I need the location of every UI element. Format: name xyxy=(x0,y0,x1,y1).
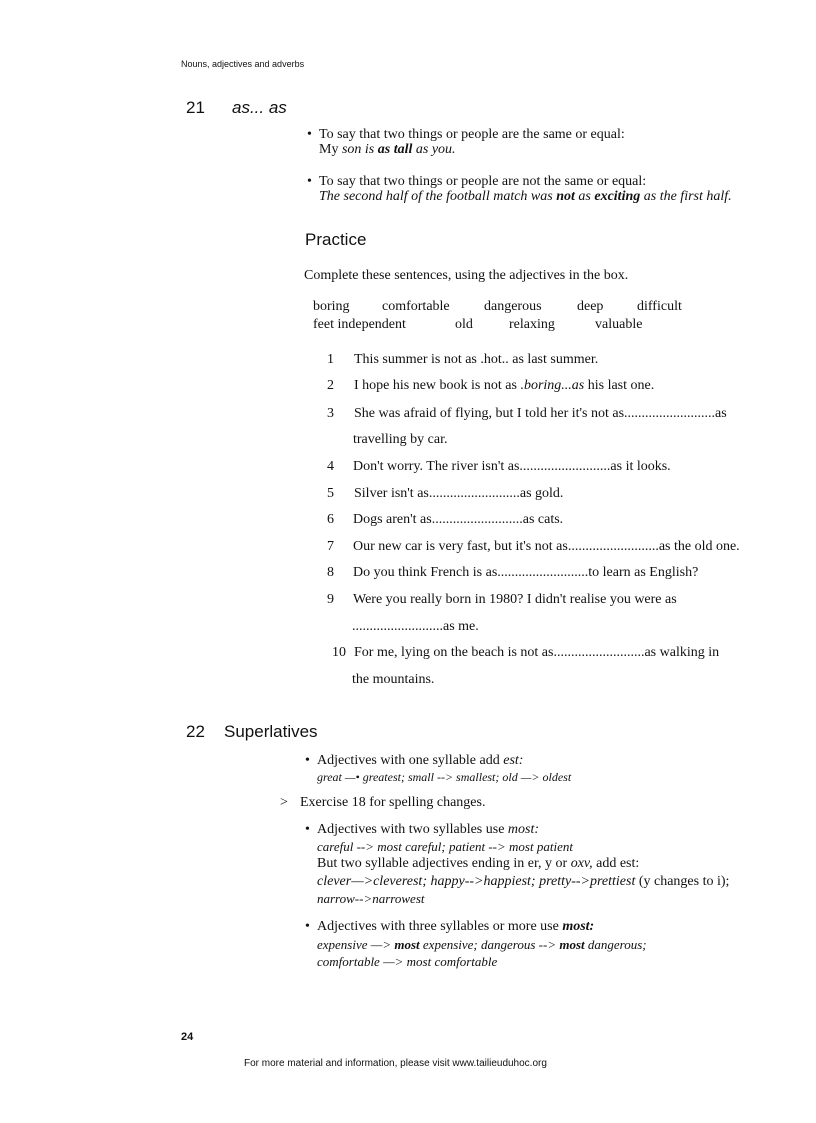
section-22-number: 22 xyxy=(186,722,205,741)
answer-blank[interactable]: .......................... xyxy=(519,459,611,474)
box-word: boring xyxy=(313,299,350,314)
practice-instructions: Complete these sentences, using the adjectives in the box. xyxy=(304,268,629,283)
one-syllable-examples: great —• greatest; small --> smallest; old —> oldest xyxy=(317,770,572,784)
bullet-dot: • xyxy=(307,174,312,189)
box-word: deep xyxy=(577,299,604,314)
bullet-example: My son is as tall as you. xyxy=(319,142,456,157)
box-word: old xyxy=(455,317,473,332)
bullet-text: To say that two things or people are not the same or equal: xyxy=(319,174,647,189)
answer-blank[interactable]: .......................... xyxy=(431,512,523,527)
answer-blank[interactable]: .......................... xyxy=(567,539,659,554)
er-y-examples: clever—>cleverest; happy-->happiest; pretty-->prettiest (y changes to i); xyxy=(317,874,730,889)
box-word: feet independent xyxy=(313,317,406,332)
section-22-title: Superlatives xyxy=(224,722,318,741)
box-word: valuable xyxy=(595,317,643,332)
page-number: 24 xyxy=(181,1031,194,1043)
arrow-icon: > xyxy=(280,795,288,810)
three-syllable-examples-1: expensive —> most expensive; dangerous --> most dangerous; xyxy=(317,937,647,952)
bullet-dot: • xyxy=(305,919,310,934)
answer-blank[interactable]: .......................... xyxy=(624,406,716,421)
bullet-text: To say that two things or people are the same or equal: xyxy=(319,127,625,142)
narrow-example: narrow-->narrowest xyxy=(317,891,425,906)
bullet-three-syllables: • Adjectives with three syllables or more use most: xyxy=(305,919,595,934)
bullet-example: The second half of the football match was not as exciting as the first half. xyxy=(319,189,732,204)
practice-heading: Practice xyxy=(305,230,367,249)
two-syllable-er-y-rule: But two syllable adjectives ending in er, y or oxv, add est: xyxy=(317,856,640,871)
three-syllable-examples-2: comfortable —> most comfortable xyxy=(317,954,498,969)
bullet-same-equal xyxy=(307,127,625,157)
bullet-dot: • xyxy=(305,822,310,837)
bullet-two-syllables: • Adjectives with two syllables use most: xyxy=(305,822,540,837)
answer-blank[interactable]: .......................... xyxy=(497,565,589,580)
footer-note: For more material and information, please visit www.tailieuduhoc.org xyxy=(244,1058,547,1069)
box-word: relaxing xyxy=(509,317,555,332)
box-word: dangerous xyxy=(484,299,542,314)
box-word: comfortable xyxy=(382,299,450,314)
bullet-dot: • xyxy=(305,753,310,768)
answer-blank[interactable]: .......................... xyxy=(352,619,443,634)
two-syllable-examples: careful --> most careful; patient --> most patient xyxy=(317,839,573,854)
box-word: difficult xyxy=(637,299,682,314)
exercise-reference[interactable]: Exercise 18 for spelling changes. xyxy=(300,795,486,810)
bullet-one-syllable: • Adjectives with one syllable add est: xyxy=(305,753,524,768)
bullet-not-equal xyxy=(307,174,732,204)
answer-blank[interactable]: .......................... xyxy=(428,486,520,501)
answer-blank[interactable]: .......................... xyxy=(553,645,645,660)
bullet-dot: • xyxy=(307,127,312,142)
running-header: Nouns, adjectives and adverbs xyxy=(181,59,305,69)
section-21-title: as... as xyxy=(232,98,287,117)
section-21-number: 21 xyxy=(186,98,205,117)
